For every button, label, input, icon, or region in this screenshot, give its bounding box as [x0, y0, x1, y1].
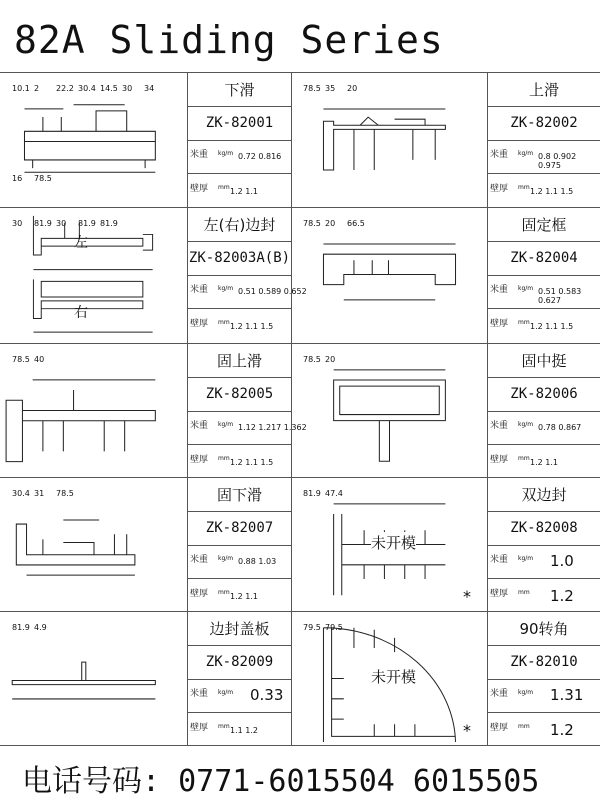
dimension-labels-3: [2, 211, 186, 338]
profile-code: ZK-82001: [205, 115, 274, 131]
cell-divider: [188, 377, 291, 378]
thickness-label: 壁厚: [490, 319, 509, 329]
not-tooled-note: 未开模: [371, 668, 417, 686]
cell-divider: [188, 106, 291, 107]
dimension-label: 30.4: [78, 84, 96, 93]
weight-unit: kg/m: [518, 689, 534, 696]
cell-divider: [188, 308, 291, 309]
dimension-label: 81.9: [303, 489, 321, 498]
dimension-label: 78.5: [303, 84, 321, 93]
weight-values: 0.88 1.03: [238, 557, 277, 566]
cell-divider: [488, 308, 600, 309]
cell-divider: [188, 241, 291, 242]
dimension-label: 20: [347, 84, 358, 93]
weight-values: 0.72 0.816: [238, 152, 282, 161]
dimension-label: 10.1: [12, 84, 30, 93]
thickness-unit: mm: [218, 455, 230, 462]
thickness-label: 壁厚: [490, 184, 509, 194]
weight-values: 1.12 1.217 1.362: [238, 423, 307, 432]
thickness-label: 壁厚: [190, 455, 209, 465]
cell-divider: [488, 377, 600, 378]
dimension-label: 81.9: [78, 219, 96, 228]
cell-divider: [188, 275, 291, 276]
weight-values: 0.51 0.589 0.652: [238, 287, 307, 296]
weight-values: 1.31: [550, 686, 584, 704]
profile-name: 固上滑: [216, 351, 262, 370]
dimension-label: 22.2: [56, 84, 74, 93]
dimension-labels-2: [293, 76, 486, 203]
profile-name: 上滑: [528, 80, 559, 99]
weight-unit: kg/m: [218, 689, 234, 696]
dimension-label: 34: [144, 84, 155, 93]
thickness-label: 壁厚: [190, 319, 209, 329]
cell-divider: [488, 578, 600, 579]
weight-unit: kg/m: [518, 421, 534, 428]
thickness-unit: mm: [218, 589, 230, 596]
weight-values: 0.8 0.902 0.975: [538, 152, 577, 170]
profile-mark: 左: [74, 235, 88, 251]
weight-label: 米重: [190, 285, 209, 295]
cell-divider: [488, 712, 600, 713]
cell-divider: [188, 645, 291, 646]
dimension-label: 78.5: [303, 355, 321, 364]
thickness-values: 1.2 1.1 1.5: [230, 458, 274, 467]
dimension-label: 81.9: [100, 219, 118, 228]
thickness-unit: mm: [218, 723, 230, 730]
profile-name: 下滑: [224, 80, 255, 99]
thickness-unit: mm: [218, 319, 230, 326]
asterisk-mark: *: [463, 587, 471, 606]
not-tooled-note: 未开模: [371, 534, 417, 552]
dimension-label: 30: [12, 219, 23, 228]
dimension-labels-9: [2, 615, 186, 742]
dimension-labels-4: [293, 211, 486, 338]
cell-divider: [188, 712, 291, 713]
weight-unit: kg/m: [218, 421, 234, 428]
weight-label: 米重: [490, 285, 509, 295]
thickness-unit: mm: [218, 184, 230, 191]
dimension-label: 30.4: [12, 489, 30, 498]
cell-divider: [188, 140, 291, 141]
weight-values: 0.33: [250, 686, 284, 704]
dimension-labels-7: [2, 481, 186, 608]
weight-values: 0.51 0.583 0.627: [538, 287, 582, 305]
dimension-label: 79.5: [325, 623, 343, 632]
thickness-unit: mm: [518, 455, 530, 462]
weight-unit: kg/m: [218, 285, 234, 292]
dimension-label: 2: [34, 84, 40, 93]
cell-divider: [188, 679, 291, 680]
profile-code: ZK-82007: [205, 520, 274, 536]
cell-divider: [488, 511, 600, 512]
dimension-label: 14.5: [100, 84, 118, 93]
profile-name: 固定框: [521, 215, 567, 234]
profile-code: ZK-82006: [510, 386, 578, 402]
thickness-unit: mm: [518, 184, 530, 191]
dimension-label: 20: [325, 219, 336, 228]
cell-divider: [488, 275, 600, 276]
profile-mark: 右: [74, 305, 88, 321]
dimension-label: 20: [325, 355, 336, 364]
thickness-values: 1.2 1.1: [230, 592, 258, 601]
profile-name: 边封盖板: [209, 619, 270, 638]
dimension-label: 79.5: [303, 623, 321, 632]
thickness-values: 1.2 1.1: [230, 187, 258, 196]
profile-code: ZK-82010: [510, 654, 578, 670]
thickness-values: 1.2: [550, 721, 574, 739]
dimension-label: 66.5: [347, 219, 365, 228]
dimension-label: 35: [325, 84, 336, 93]
profile-name: 左(右)边封: [203, 215, 276, 234]
dimension-label: 30: [56, 219, 67, 228]
thickness-label: 壁厚: [490, 723, 509, 733]
cell-divider: [188, 545, 291, 546]
dimension-label: 16: [12, 174, 23, 183]
weight-values: 1.0: [550, 552, 574, 570]
weight-unit: kg/m: [518, 285, 534, 292]
profile-code: ZK-82009: [205, 654, 274, 670]
phone-numbers: 电话号码: 0771-6015504 6015505: [22, 764, 540, 799]
weight-label: 米重: [190, 689, 209, 699]
cell-divider: [488, 173, 600, 174]
profile-code: ZK-82002: [510, 115, 578, 131]
weight-unit: kg/m: [218, 150, 234, 157]
profile-name: 固中挺: [521, 351, 567, 370]
cell-divider: [488, 106, 600, 107]
dimension-labels-1: [2, 76, 186, 203]
thickness-label: 壁厚: [190, 723, 209, 733]
page-title: 82A Sliding Series: [14, 18, 444, 62]
weight-label: 米重: [490, 555, 509, 565]
dimension-label: 40: [34, 355, 45, 364]
cell-divider: [488, 241, 600, 242]
profile-code: ZK-82008: [510, 520, 578, 536]
dimension-label: 81.9: [34, 219, 52, 228]
profile-name: 90转角: [519, 619, 569, 638]
cell-divider: [188, 444, 291, 445]
dimension-labels-5: [2, 347, 186, 474]
cell-divider: [188, 173, 291, 174]
dimension-label: 31: [34, 489, 45, 498]
dimension-label: 30: [122, 84, 133, 93]
thickness-values: 1.2 1.1 1.5: [230, 322, 274, 331]
dimension-label: 78.5: [303, 219, 321, 228]
cell-divider: [488, 411, 600, 412]
thickness-values: 1.2 1.1 1.5: [530, 187, 574, 196]
profile-code: ZK-82004: [510, 250, 578, 266]
weight-label: 米重: [190, 421, 209, 431]
profile-code: ZK-82003A(B): [188, 250, 291, 266]
thickness-values: 1.2 1.1 1.5: [530, 322, 574, 331]
weight-label: 米重: [190, 555, 209, 565]
profile-name: 双边封: [521, 485, 567, 504]
thickness-unit: mm: [518, 589, 530, 596]
thickness-label: 壁厚: [190, 589, 209, 599]
profile-name: 固下滑: [216, 485, 262, 504]
cell-divider: [488, 140, 600, 141]
weight-label: 米重: [190, 150, 209, 160]
dimension-label: 78.5: [56, 489, 74, 498]
weight-unit: kg/m: [218, 555, 234, 562]
dimension-label: 78.5: [34, 174, 52, 183]
thickness-label: 壁厚: [490, 589, 509, 599]
cell-divider: [488, 679, 600, 680]
cell-divider: [488, 645, 600, 646]
thickness-values: 1.2 1.1: [530, 458, 558, 467]
cell-divider: [488, 444, 600, 445]
thickness-values: 1.1 1.2: [230, 726, 258, 735]
cell-divider: [188, 578, 291, 579]
thickness-unit: mm: [518, 319, 530, 326]
dimension-labels-6: [293, 347, 486, 474]
cell-divider: [188, 511, 291, 512]
weight-values: 0.78 0.867: [538, 423, 582, 432]
cell-divider: [488, 545, 600, 546]
dimension-label: 4.9: [34, 623, 47, 632]
thickness-unit: mm: [518, 723, 530, 730]
weight-label: 米重: [490, 689, 509, 699]
weight-label: 米重: [490, 150, 509, 160]
asterisk-mark: *: [463, 721, 471, 740]
weight-unit: kg/m: [518, 555, 534, 562]
dimension-label: 47.4: [325, 489, 343, 498]
weight-label: 米重: [490, 421, 509, 431]
thickness-label: 壁厚: [490, 455, 509, 465]
profile-code: ZK-82005: [205, 386, 274, 402]
thickness-label: 壁厚: [190, 184, 209, 194]
cell-divider: [188, 411, 291, 412]
thickness-values: 1.2: [550, 587, 574, 605]
weight-unit: kg/m: [518, 150, 534, 157]
dimension-label: 78.5: [12, 355, 30, 364]
dimension-label: 81.9: [12, 623, 30, 632]
